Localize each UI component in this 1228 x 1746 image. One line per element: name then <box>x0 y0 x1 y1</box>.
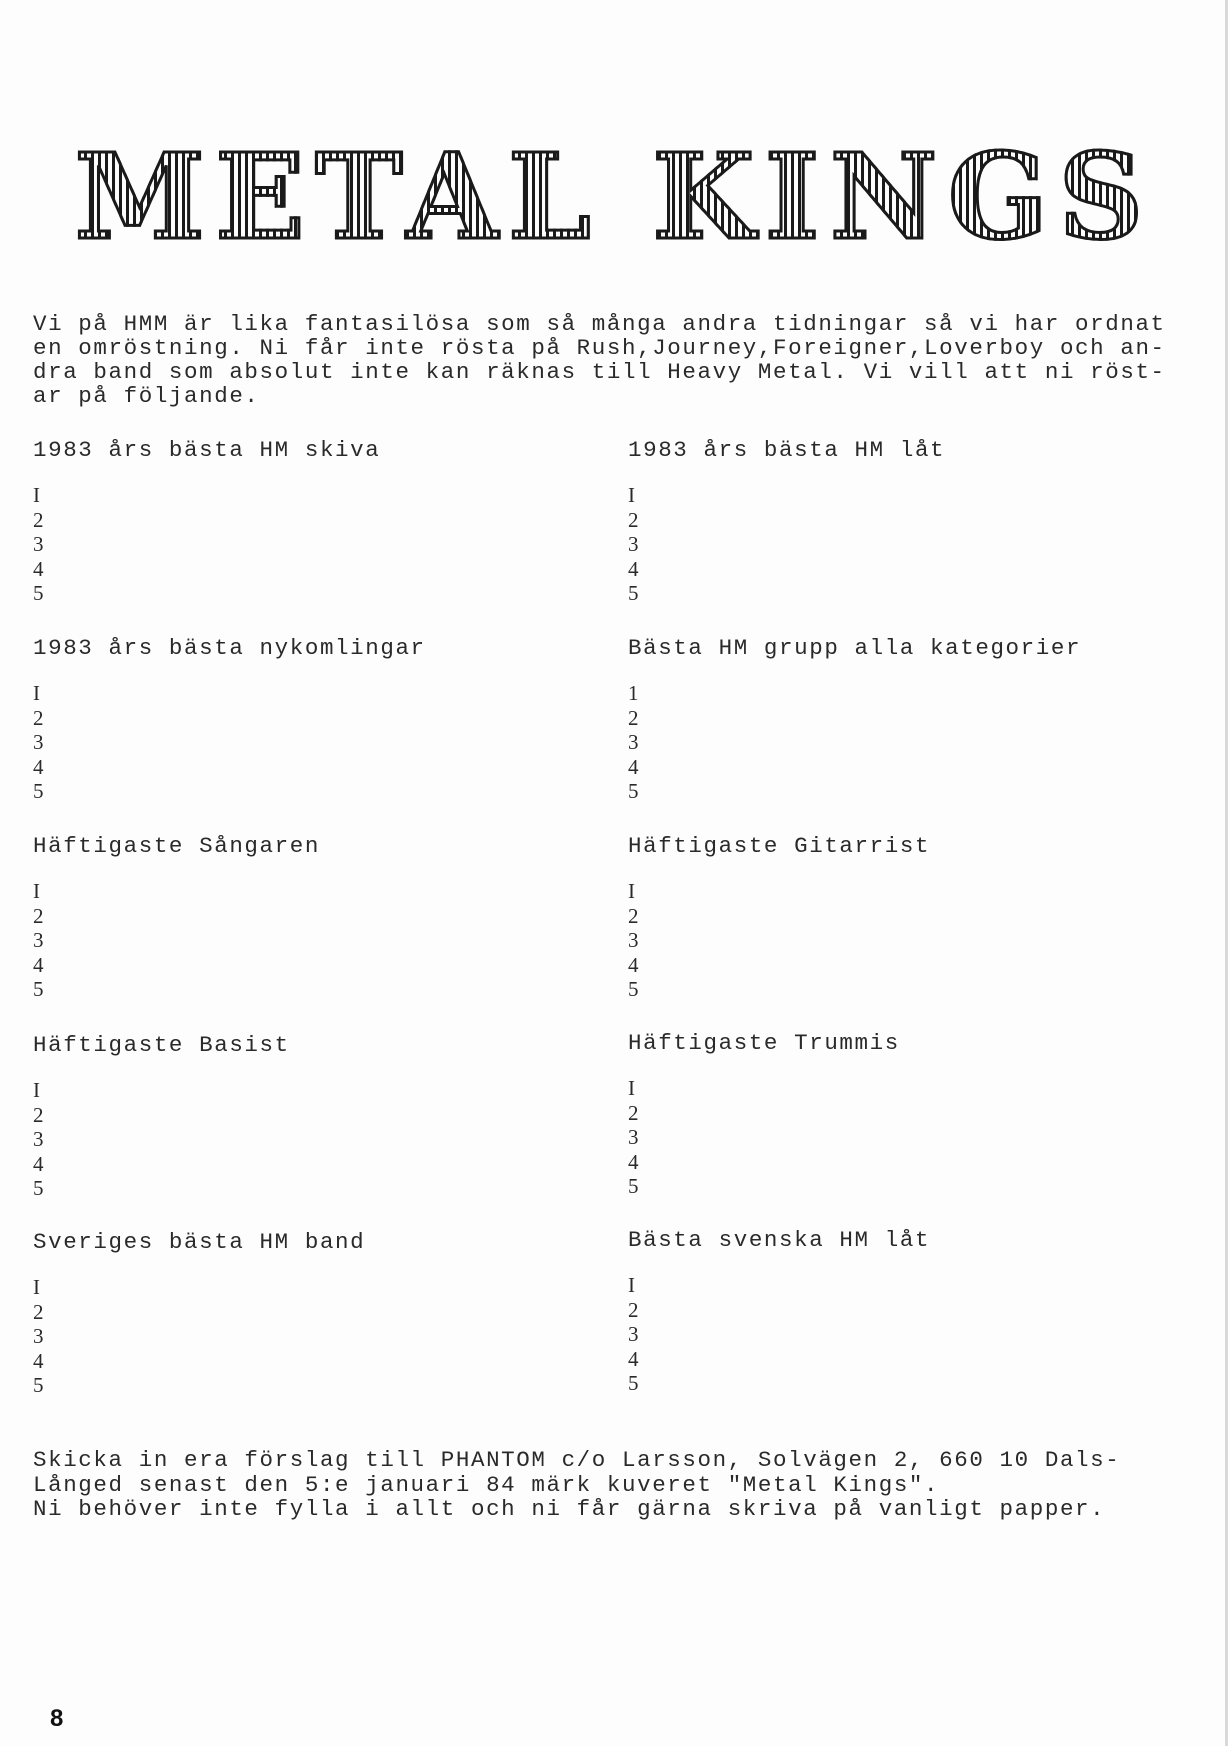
list-item: I <box>628 879 637 903</box>
ballot-list <box>33 879 320 1002</box>
list-item: 3 <box>33 532 46 556</box>
section-best-hm-album <box>33 437 380 606</box>
section-best-swedish-hm-song <box>628 1227 930 1396</box>
list-item: 4 <box>33 1348 46 1373</box>
section-title: Häftigaste Sångaren <box>33 833 320 859</box>
list-item: 3 <box>628 1125 641 1149</box>
ballot-list <box>628 1273 930 1396</box>
section-title: Häftigaste Basist <box>33 1032 290 1058</box>
submission-instructions: Skicka in era förslag till PHANTOM c/o Larsson, Solvägen 2, 660 10 Dals- Långed senast den 5:e januari 84 märk kuveret "Metal Kings". Ni behöver inte fylla i allt och ni får gärna skriva på vanligt papper. <box>33 1447 1121 1522</box>
list-item: 3 <box>628 730 641 754</box>
section-title: Häftigaste Trummis <box>628 1030 900 1056</box>
list-item: I <box>628 1273 637 1297</box>
page-title: METAL KINGS <box>0 138 1228 256</box>
list-item: 4 <box>628 1149 641 1174</box>
list-item: 2 <box>628 705 641 730</box>
list-item: 5 <box>628 1371 641 1395</box>
section-coolest-drummer <box>628 1030 900 1199</box>
list-item: 4 <box>628 952 641 977</box>
section-best-newcomers <box>33 635 426 804</box>
list-item: 2 <box>33 903 46 928</box>
list-item: 2 <box>628 903 641 928</box>
list-item: I <box>33 483 42 507</box>
list-item: I <box>33 879 42 903</box>
list-item: 2 <box>33 1299 46 1324</box>
list-item: 3 <box>628 1322 641 1346</box>
list-item: 2 <box>33 1102 46 1127</box>
list-item: 3 <box>628 928 641 952</box>
list-item: 5 <box>628 977 641 1001</box>
ballot-list <box>33 1275 365 1398</box>
list-item: I <box>628 1076 637 1100</box>
list-item: I <box>33 1078 42 1102</box>
ballot-list <box>33 681 426 804</box>
ballot-list <box>33 483 380 606</box>
list-item: 2 <box>628 1297 641 1322</box>
list-item: I <box>33 1275 42 1299</box>
list-item: 3 <box>33 928 46 952</box>
list-item: 3 <box>628 532 641 556</box>
section-best-hm-song <box>628 437 945 606</box>
list-item: 5 <box>628 581 641 605</box>
list-item: I <box>628 483 637 507</box>
list-item: 5 <box>33 977 46 1001</box>
section-title: Häftigaste Gitarrist <box>628 833 931 859</box>
page-number: 8 <box>50 1705 64 1732</box>
section-coolest-singer <box>33 833 320 1002</box>
list-item: 5 <box>33 581 46 605</box>
section-title: Bästa HM grupp alla kategorier <box>628 635 1082 661</box>
intro-paragraph: Vi på HMM är lika fantasilösa som så många andra tidningar så vi har ordnat en omröstning. Ni får inte rösta på Rush,Journey,Foreigner,Loverboy och an- dra band som absolut inte kan räknas till Heavy Metal. Vi vill att ni röst- ar på följande. <box>33 311 1166 409</box>
list-item: 3 <box>33 1127 46 1151</box>
list-item: 2 <box>33 705 46 730</box>
list-item: 4 <box>33 556 46 581</box>
list-item: 5 <box>628 779 641 803</box>
list-item: I <box>33 681 42 705</box>
list-item: 5 <box>33 1176 46 1200</box>
ballot-list <box>33 1078 290 1201</box>
section-title: 1983 års bästa HM låt <box>628 437 946 463</box>
list-item: 3 <box>33 1324 46 1348</box>
list-item: 5 <box>33 1373 46 1397</box>
section-coolest-guitarist <box>628 833 930 1002</box>
list-item: 3 <box>33 730 46 754</box>
section-best-hm-group-all-categories <box>628 635 1081 804</box>
list-item: 4 <box>628 556 641 581</box>
list-item: 4 <box>628 754 641 779</box>
section-title: 1983 års bästa nykomlingar <box>33 635 426 661</box>
section-swedens-best-hm-band <box>33 1229 365 1398</box>
list-item: 5 <box>628 1174 641 1198</box>
list-item: 2 <box>628 507 641 532</box>
ballot-list <box>628 681 1081 804</box>
list-item: 4 <box>33 1151 46 1176</box>
list-item: 1 <box>628 681 641 705</box>
section-coolest-bassist <box>33 1032 290 1201</box>
list-item: 5 <box>33 779 46 803</box>
section-title: Sveriges bästa HM band <box>33 1229 366 1255</box>
list-item: 2 <box>628 1100 641 1125</box>
section-title: 1983 års bästa HM skiva <box>33 437 381 463</box>
list-item: 4 <box>33 754 46 779</box>
ballot-list <box>628 1076 900 1199</box>
ballot-list <box>628 483 945 606</box>
list-item: 2 <box>33 507 46 532</box>
section-title: Bästa svenska HM låt <box>628 1227 931 1253</box>
list-item: 4 <box>33 952 46 977</box>
ballot-list <box>628 879 930 1002</box>
list-item: 4 <box>628 1346 641 1371</box>
